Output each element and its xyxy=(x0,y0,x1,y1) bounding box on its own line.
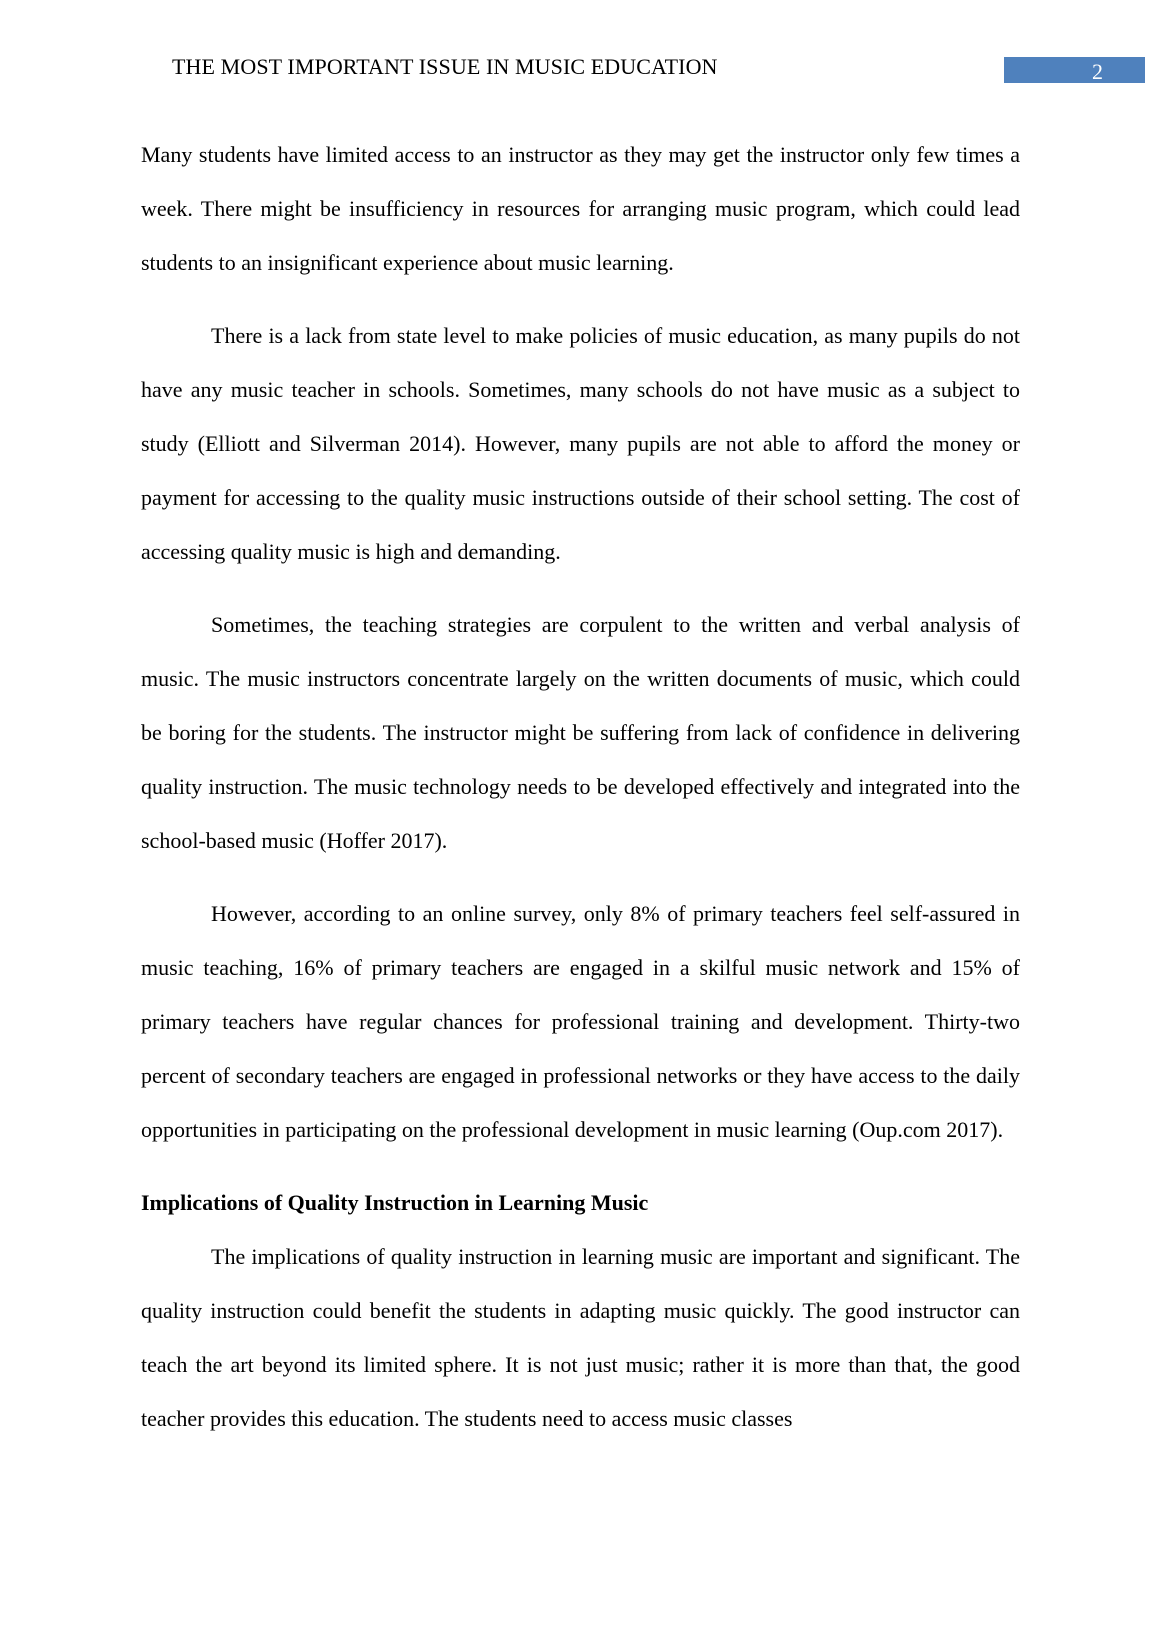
page-number: 2 xyxy=(1004,57,1145,83)
section-heading: Implications of Quality Instruction in Learning Music xyxy=(141,1190,649,1215)
paragraph-implications: The implications of quality instruction in learning music are important and significant. The quality instruction could benefit the students in adapting music quickly. The good instructor can teach the art beyond its limited sphere. It is not just music; rather it is more than that, the good teacher provides this education. The students need to access music classes xyxy=(141,1244,1020,1431)
document-body xyxy=(141,128,1020,1465)
paragraph-state-policy: There is a lack from state level to make policies of music education, as many pupils do not have any music teacher in schools. Sometimes, many schools do not have music as a subject to study (Elliott and Silverman 2014). However, many pupils are not able to afford the money or payment for accessing to the quality music instructions outside of their school setting. The cost of accessing quality music is high and demanding. xyxy=(141,323,1020,564)
paragraph-survey-statistics: However, according to an online survey, only 8% of primary teachers feel self-assured in music teaching, 16% of primary teachers are engaged in a skilful music network and 15% of primary teachers have regular chances for professional training and development. Thirty-two percent of secondary teachers are engaged in professional networks or they have access to the daily opportunities in participating on the professional development in music learning (Oup.com 2017). xyxy=(141,901,1020,1142)
paragraph-access-to-instructor: Many students have limited access to an instructor as they may get the instructor only few times a week. There might be insufficiency in resources for arranging music program, which could lead students to an insignificant experience about music learning. xyxy=(141,142,1020,275)
running-header-title: THE MOST IMPORTANT ISSUE IN MUSIC EDUCATION xyxy=(172,54,718,79)
paragraph-teaching-strategies: Sometimes, the teaching strategies are corpulent to the written and verbal analysis of music. The music instructors concentrate largely on the written documents of music, which could be boring for the students. The instructor might be suffering from lack of confidence in delivering quality instruction. The music technology needs to be developed effectively and integrated into the school-based music (Hoffer 2017). xyxy=(141,612,1020,853)
